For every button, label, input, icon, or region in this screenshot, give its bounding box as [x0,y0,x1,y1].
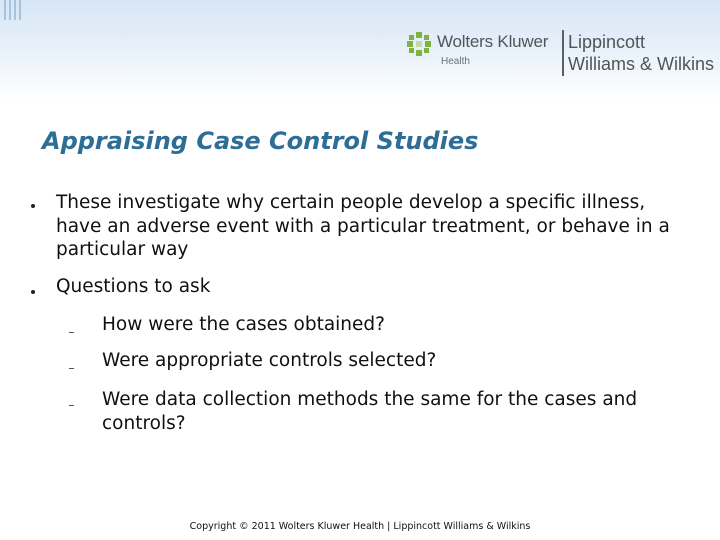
sub-bullet-dash-icon [69,368,74,369]
logo-brand-main: Wolters Kluwer [437,32,549,51]
sub-bullet-item: How were the cases obtained? [102,314,385,335]
publisher-logo [406,28,716,80]
logo-partner-line1: Lippincott [568,32,646,52]
logo-brand-sub: Health [441,56,470,67]
sub-bullet-item: Were appropriate controls selected? [102,350,437,371]
bullet-dot-icon [31,204,35,208]
wolters-kluwer-mark-icon [406,31,432,57]
sub-bullet-item: Were data collection methods the same for the cases and controls? [102,389,638,434]
header-corner-decoration [4,0,26,22]
bullet-item: These investigate why certain people develop a specific illness, have an adverse event with a particular treatment, or behave in a particular way [56,192,670,260]
bullet-item: Questions to ask [56,276,211,297]
slide-title: Appraising Case Control Studies [42,127,479,155]
bullet-dot-icon [31,290,35,294]
logo-partner-line2: Williams & Wilkins [568,54,714,74]
copyright-footer: Copyright © 2011 Wolters Kluwer Health | Lippincott Williams & Wilkins [189,521,531,532]
sub-bullet-dash-icon [69,332,74,333]
sub-bullet-dash-icon [69,405,74,406]
logo-divider [562,30,564,76]
